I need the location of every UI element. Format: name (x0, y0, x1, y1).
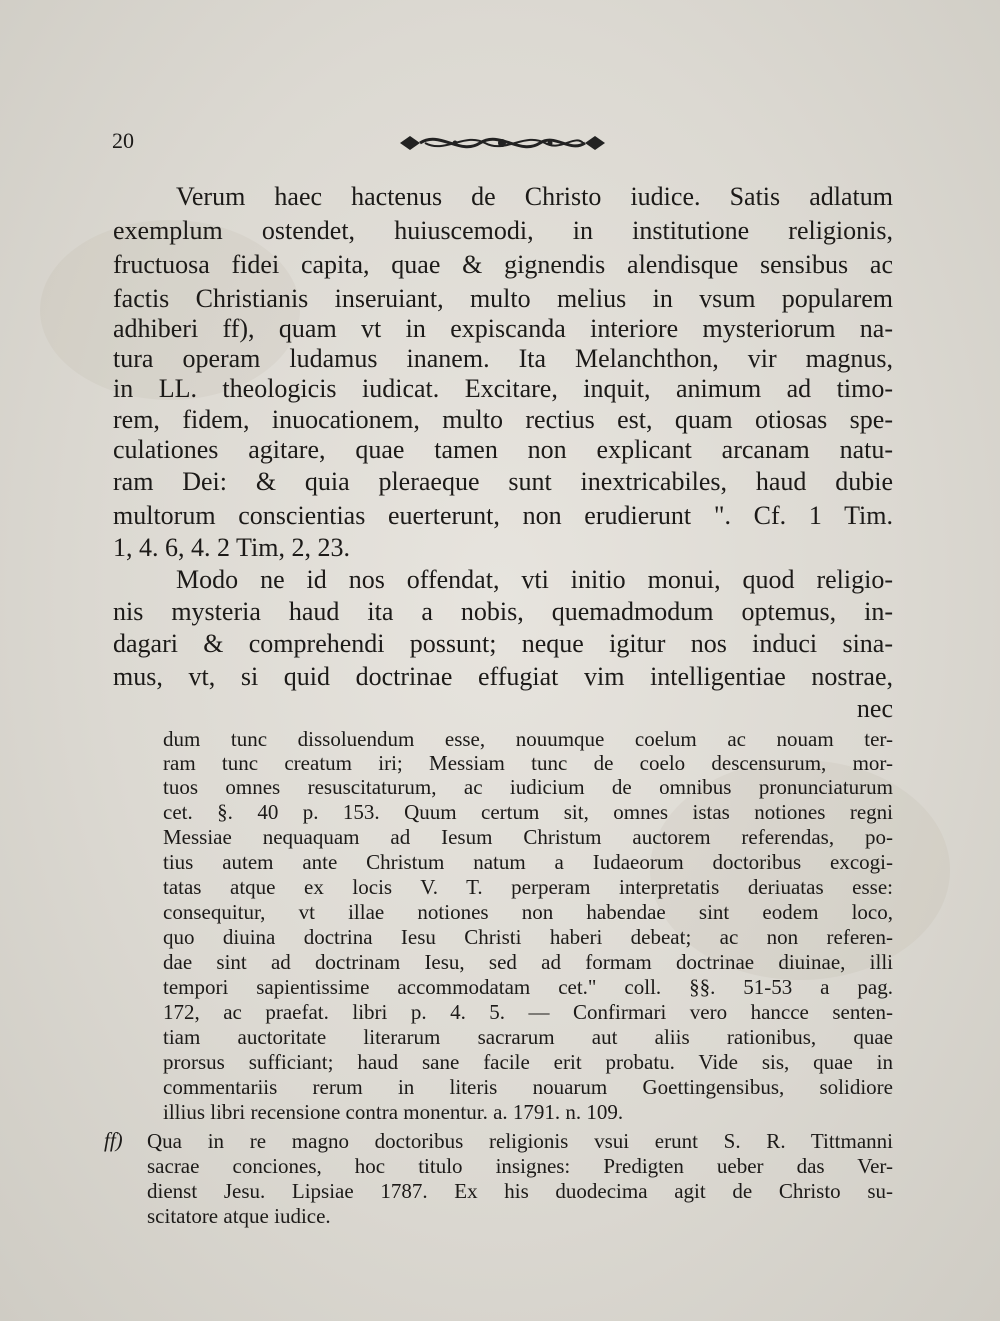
text-line: Modo ne id nos offendat, vti initio monui, quod religio- (176, 565, 893, 594)
footnote-line: dienst Jesu. Lipsiae 1787. Ex his duodecima agit de Christo su- (147, 1179, 893, 1203)
note-line: tius autem ante Christum natum a Iudaeorum doctoribus excogi- (163, 850, 893, 874)
text-line: ram Dei: & quia pleraeque sunt inextricabiles, haud dubie (113, 467, 893, 496)
note-line: tiam auctoritate literarum sacrarum aut aliis rationibus, quae (163, 1025, 893, 1049)
ornament-icon (395, 128, 610, 158)
text-line: nis mysteria haud ita a nobis, quemadmodum optemus, in- (113, 597, 893, 626)
text-line: multorum conscientias euerterunt, non erudierunt ". Cf. 1 Tim. (113, 501, 893, 530)
note-line: tempori sapientissime accommodatam cet." coll. §§. 51-53 a pag. (163, 975, 893, 999)
note-line: dae sint ad doctrinam Iesu, sed ad formam doctrinae diuinae, illi (163, 950, 893, 974)
footnote-line: scitatore atque iudice. (147, 1204, 331, 1228)
note-line: cet. §. 40 p. 153. Quum certum sit, omnes istas notiones regni (163, 800, 893, 824)
note-line: tuos omnes resuscitaturum, ac iudicium de omnibus pronunciaturum (163, 775, 893, 799)
note-line: ram tunc creatum iri; Messiam tunc de coelo descensurum, mor- (163, 751, 893, 775)
text-line: exemplum ostendet, huiuscemodi, in institutione religionis, (113, 216, 893, 245)
note-line: quo diuina doctrina Iesu Christi haberi debeat; ac non referen- (163, 925, 893, 949)
note-line: illius libri recensione contra monentur. a. 1791. n. 109. (163, 1100, 624, 1124)
catchword: nec (856, 694, 893, 723)
note-line: commentariis rerum in literis nouarum Goettingensibus, solidiore (163, 1075, 893, 1099)
note-line: 172, ac praefat. libri p. 4. 5. — Confirmari vero hancce senten- (163, 1000, 893, 1024)
text-line: 1, 4. 6, 4. 2 Tim, 2, 23. (113, 533, 350, 562)
text-line: culationes agitare, quae tamen non explicant arcanam natu- (113, 435, 893, 464)
text-line: in LL. theologicis iudicat. Excitare, inquit, animum ad timo- (113, 374, 893, 403)
note-line: consequitur, vt illae notiones non habendae sint eodem loco, (163, 900, 893, 924)
text-line: Verum haec hactenus de Christo iudice. Satis adlatum (176, 182, 893, 211)
text-line: rem, fidem, inuocationem, multo rectius est, quam otiosas spe- (113, 405, 893, 434)
footnote-marker: ff) (104, 1128, 123, 1152)
text-line: dagari & comprehendi possunt; neque igitur nos induci sina- (113, 629, 893, 658)
text-line: fructuosa fidei capita, quae & gignendis alendisque sensibus ac (113, 250, 893, 279)
footnote-line: Qua in re magno doctoribus religionis vsui erunt S. R. Tittmanni (147, 1129, 893, 1153)
note-line: prorsus sufficiant; haud sane facile erit probatu. Vide sis, quae in (163, 1050, 893, 1074)
text-line: adhiberi ff), quam vt in expiscanda interiore mysteriorum na- (113, 314, 893, 343)
note-line: tatas atque ex locis V. T. perperam interpretatis deriuatas esse: (163, 875, 893, 899)
page-number: 20 (112, 128, 134, 153)
note-line: dum tunc dissoluendum esse, nouumque coelum ac nouam ter- (163, 727, 893, 751)
text-line: mus, vt, si quid doctrinae effugiat vim intelligentiae nostrae, (113, 662, 893, 691)
text-line: tura operam ludamus inanem. Ita Melanchthon, vir magnus, (113, 344, 893, 373)
footnote-line: sacrae conciones, hoc titulo insignes: Predigten ueber das Ver- (147, 1154, 893, 1178)
note-line: Messiae nequaquam ad Iesum Christum auctorem referendas, po- (163, 825, 893, 849)
text-line: factis Christianis inseruiant, multo melius in vsum popularem (113, 284, 893, 313)
